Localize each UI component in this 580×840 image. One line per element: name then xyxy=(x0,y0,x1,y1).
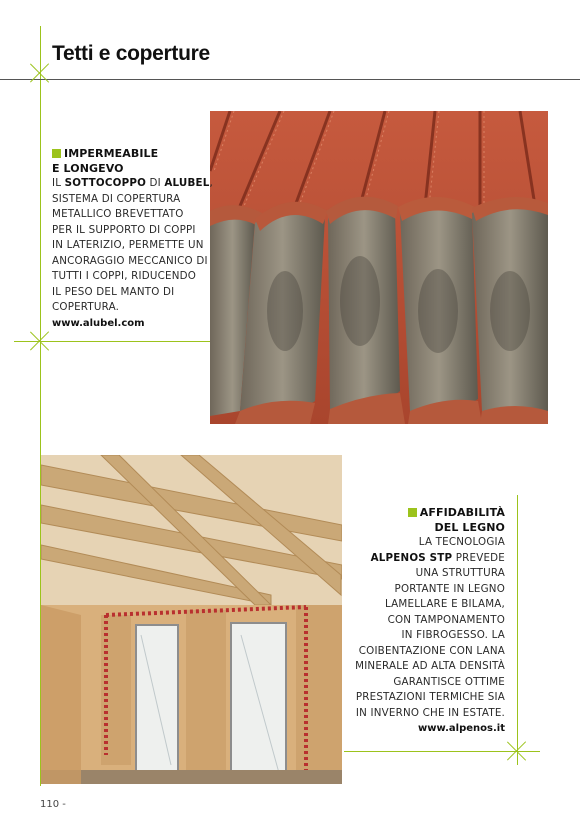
article1-line-4: PER IL SUPPORTO DI COPPI xyxy=(52,223,196,236)
title-rule xyxy=(0,79,580,80)
article1-heading-line1: IMPERMEABILE xyxy=(64,147,159,160)
green-square-bullet-icon xyxy=(52,149,61,158)
roof-tiles-image xyxy=(210,111,548,424)
article2-text xyxy=(348,505,505,737)
article2-url-link[interactable]: www.alpenos.it xyxy=(418,723,505,734)
article2-line-7: IN FIBROGESSO. LA xyxy=(401,629,505,641)
article2-line-5: LAMELLARE E BILAMA, xyxy=(385,598,505,610)
article2-line-9: MINERALE AD ALTA DENSITÀ xyxy=(355,660,505,672)
article2-product-name: ALPENOS STP xyxy=(370,551,453,564)
article2-line-8: COIBENTAZIONE CON LANA xyxy=(358,644,505,657)
article1-brand-name: ALUBEL xyxy=(164,177,210,189)
corner-mark-article1 xyxy=(27,328,53,354)
article2-line-1: LA TECNOLOGIA xyxy=(418,536,505,548)
corner-mark-article2 xyxy=(504,738,530,764)
article1-line-3: METALLICO BREVETTATO xyxy=(52,208,184,220)
article2-line-12: IN INVERNO CHE IN ESTATE. xyxy=(355,706,505,719)
article1-line-9: COPERTURA. xyxy=(52,301,120,313)
article1-text xyxy=(52,146,212,331)
article1-heading-line2: E LONGEVO xyxy=(52,162,124,175)
article2-line-6: CON TAMPONAMENTO xyxy=(387,613,505,626)
article2-line-11: PRESTAZIONI TERMICHE SIA xyxy=(355,691,505,703)
timber-interior-image xyxy=(41,455,342,784)
right-guide-line xyxy=(517,495,518,765)
article1-line-1 xyxy=(52,176,212,192)
article1-url-link[interactable]: www.alubel.com xyxy=(52,317,145,329)
page-title: Tetti e coperture xyxy=(52,42,210,65)
corner-mark-title xyxy=(27,60,53,86)
article1-line1-part-a: IL xyxy=(52,177,65,189)
article1-line-8: IL PESO DEL MANTO DI xyxy=(52,285,175,298)
article2-line2-part-b: PREVEDE xyxy=(452,551,505,564)
timber-interior-photo xyxy=(41,455,342,784)
article1-line1-part-e: , xyxy=(209,177,213,189)
page-number: 110 - xyxy=(40,799,66,810)
article2-line-4: PORTANTE IN LEGNO xyxy=(394,582,505,595)
article1-heading xyxy=(52,146,212,176)
article1-line-5: IN LATERIZIO, PERMETTE UN xyxy=(52,239,204,251)
article2-line-3: UNA STRUTTURA xyxy=(415,567,505,579)
green-square-bullet-icon xyxy=(408,508,417,517)
article2-line-2 xyxy=(348,551,505,567)
article1-line-7: TUTTI I COPPI, RIDUCENDO xyxy=(52,270,197,282)
article1-product-name: SOTTOCOPPO xyxy=(64,177,147,189)
article1-line-6: ANCORAGGIO MECCANICO DI xyxy=(52,254,208,267)
article1-line-2: SISTEMA DI COPERTURA xyxy=(52,192,181,205)
article2-heading-line2: DEL LEGNO xyxy=(434,521,505,534)
article2-line-10: GARANTISCE OTTIME xyxy=(393,675,505,688)
article2-heading-line1: AFFIDABILITÀ xyxy=(419,506,505,519)
article2-heading xyxy=(348,505,505,535)
roof-tiles-photo xyxy=(210,111,548,424)
article1-line1-part-c: DI xyxy=(146,177,165,189)
